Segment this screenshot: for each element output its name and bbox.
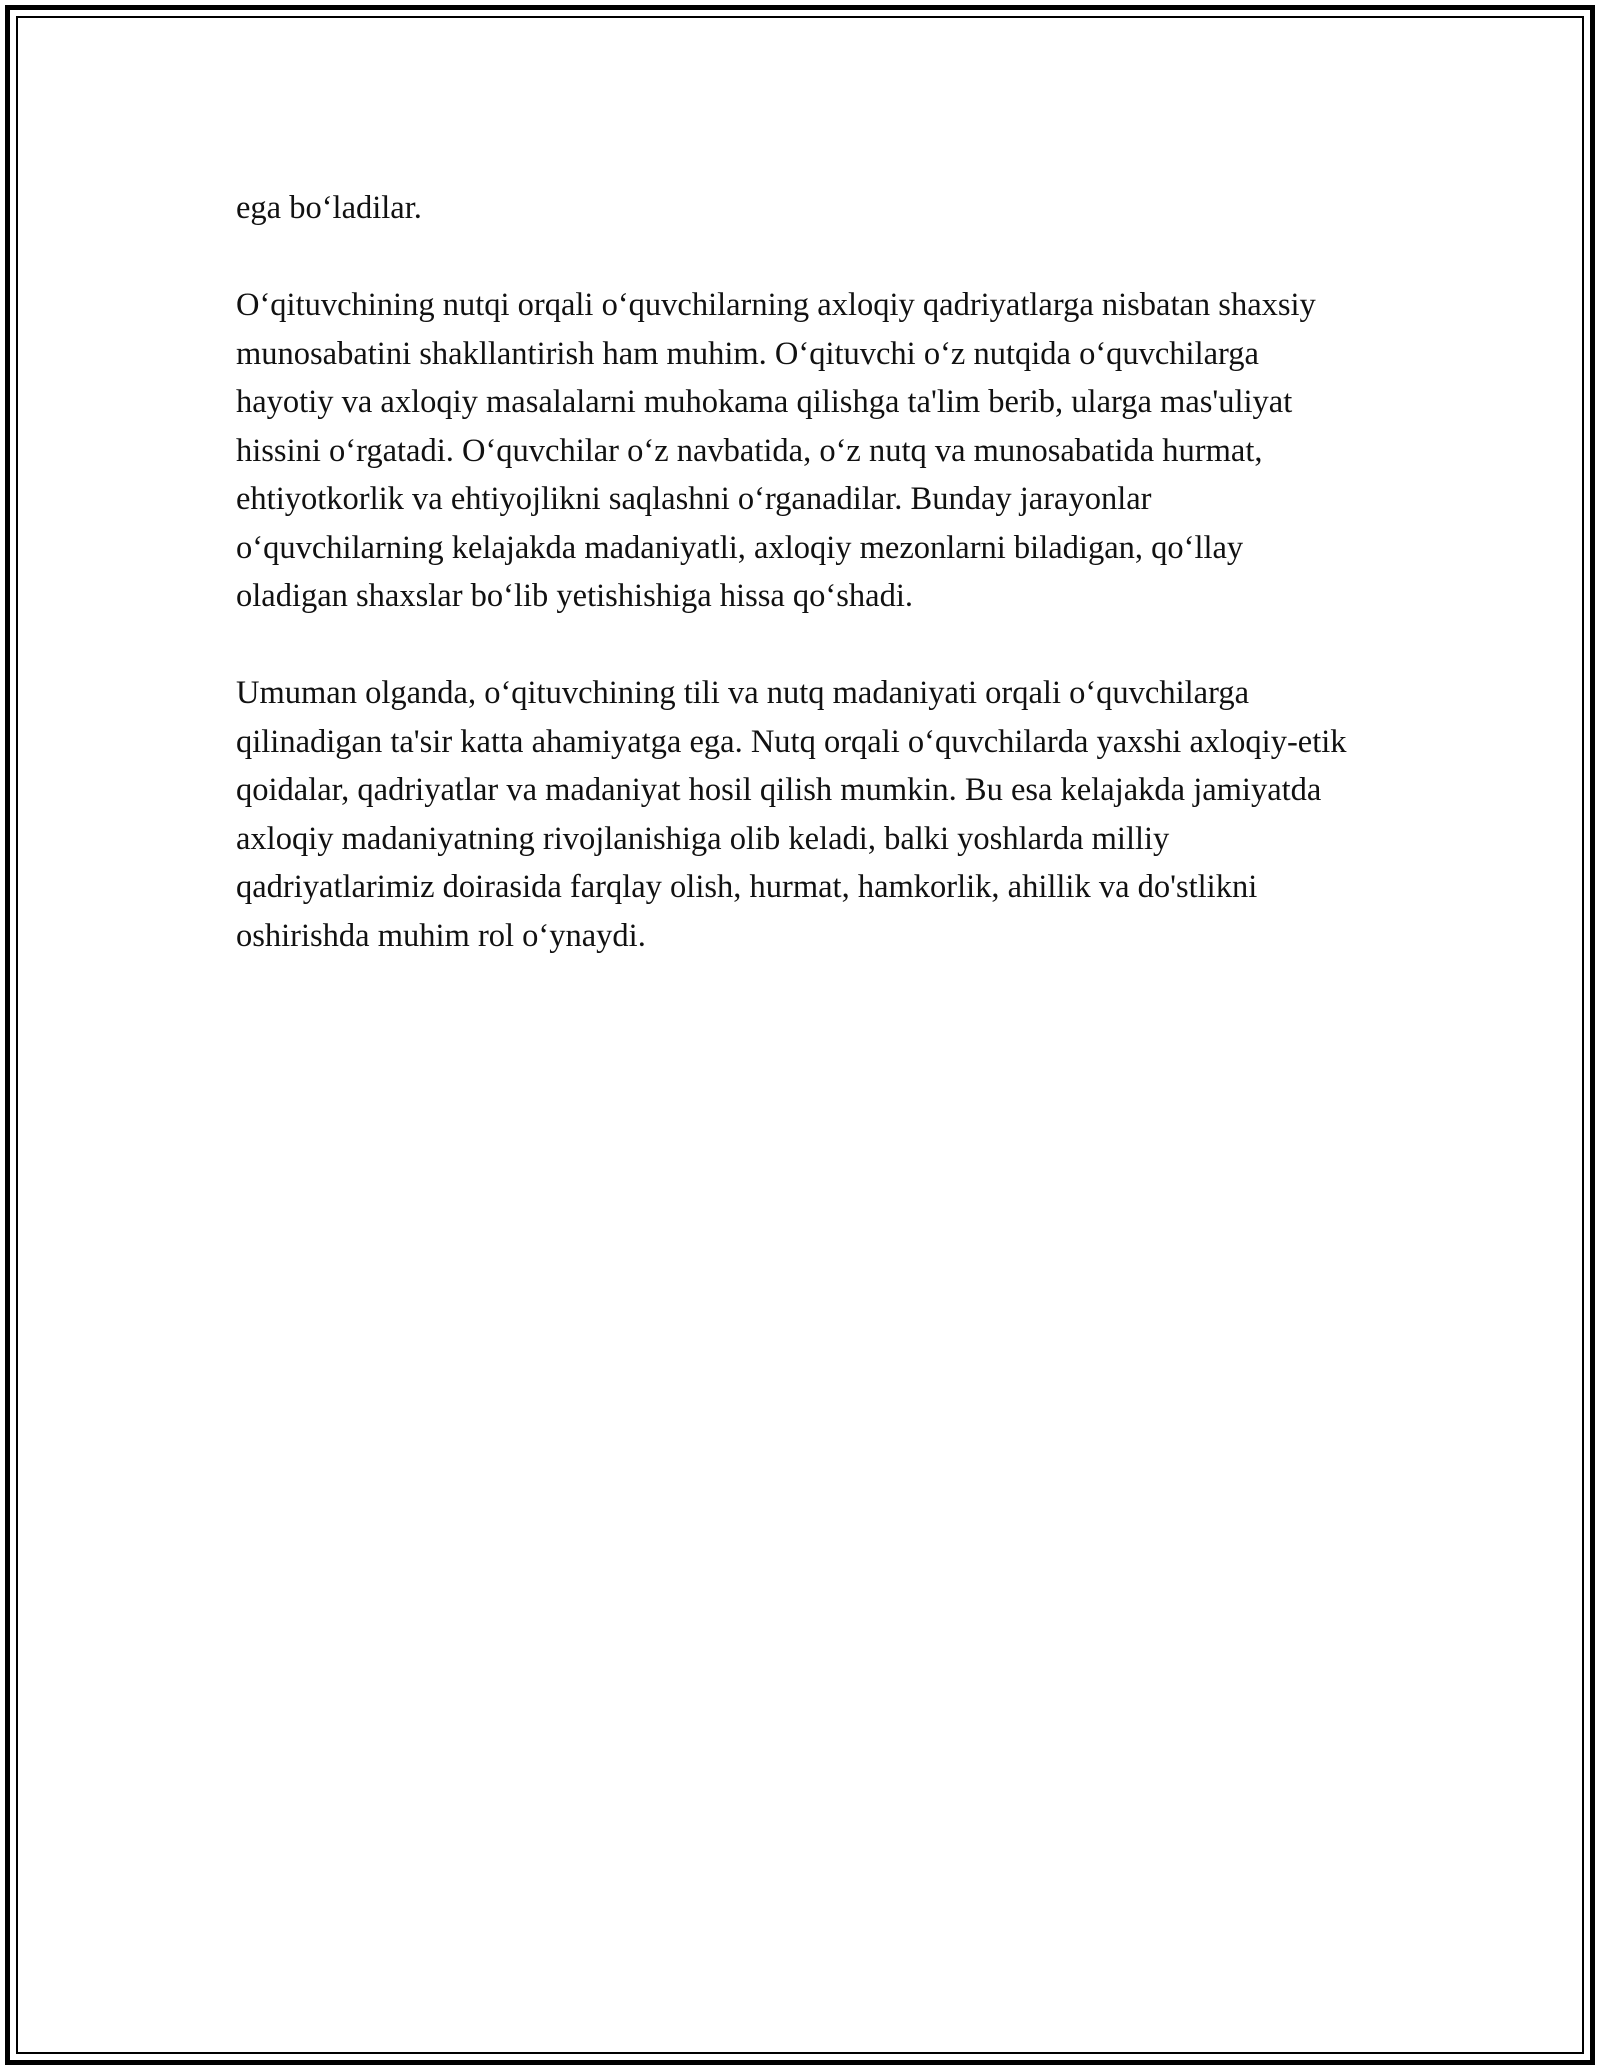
paragraph-continuation: ega bo‘ladilar. — [236, 190, 422, 226]
document-body — [236, 184, 1356, 1009]
paragraph-conclusion: Umuman olganda, o‘qituvchining tili va nutq madaniyati orqali o‘quvchilarga qilinadigan ta'sir katta ahamiyatga ega. Nutq orqali o‘quvchilarda yaxshi axloqiy-etik qoidalar, qadriyatlar va madaniyat hosil qilish mumkin. Bu esa kelajakda jamiyatda axloqiy madaniyatning rivojlanishiga olib keladi, balki yoshlarda milliy qadriyatlarimiz doirasida farqlay olish, hurmat, hamkorlik, ahillik va do'stlikni oshirishda muhim rol o‘ynaydi. — [236, 675, 1347, 954]
paragraph-teacher-speech: O‘qituvchining nutqi orqali o‘quvchilarning axloqiy qadriyatlarga nisbatan shaxsiy munosabatini shakllantirish ham muhim. O‘qituvchi o‘z nutqida o‘quvchilarga hayotiy va axloqiy masalalarni muhokama qilishga ta'lim berib, ularga mas'uliyat hissini o‘rgatadi. O‘quvchilar o‘z navbatida, o‘z nutq va munosabatida hurmat, ehtiyotkorlik va ehtiyojlikni saqlashni o‘rganadilar. Bunday jarayonlar o‘quvchilarning kelajakda madaniyatli, axloqiy mezonlarni biladigan, qo‘llay oladigan shaxslar bo‘lib yetishishiga hissa qo‘shadi. — [236, 287, 1316, 614]
